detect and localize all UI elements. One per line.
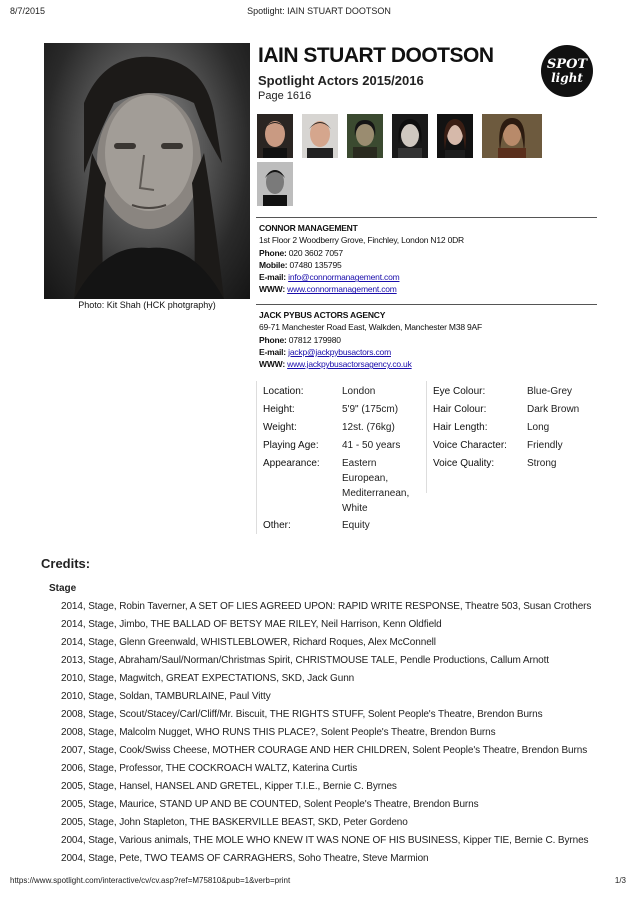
credit-item: 2014, Stage, Robin Taverner, A SET OF LIES AGREED UPON: RAPID WRITE RESPONSE, Theatre 503, Susan Crothers xyxy=(61,601,592,612)
email-label: E-mail: xyxy=(259,272,286,283)
thumbnail-photo[interactable] xyxy=(392,114,428,158)
stage-section-heading: Stage xyxy=(49,583,77,594)
agency-connor-management xyxy=(259,222,464,296)
credit-item: 2008, Stage, Malcolm Nugget, WHO RUNS THIS PLACE?, Solent People's Theatre, Brendon Burns xyxy=(61,727,496,738)
appearance-line: Eastern xyxy=(342,458,377,469)
credit-item: 2013, Stage, Abraham/Saul/Norman/Christmas Spirit, CHRISTMOUSE TALE, Pendle Productions, Callum Arnott xyxy=(61,655,549,666)
page-number: 1/3 xyxy=(614,876,626,885)
hair-length-label: Hair Length: xyxy=(433,422,488,433)
location-label: Location: xyxy=(263,386,304,397)
appearance-label: Appearance: xyxy=(263,458,320,469)
appearance-line: Mediterranean, xyxy=(342,488,410,499)
phone-label: Phone: xyxy=(259,247,287,258)
appearance-value xyxy=(342,456,428,516)
credit-item: 2010, Stage, Soldan, TAMBURLAINE, Paul Vitty xyxy=(61,691,271,702)
agency-website-link[interactable]: www.connormanagement.com xyxy=(287,284,397,295)
agency-address: 69-71 Manchester Road East, Walkden, Manchester M38 9AF xyxy=(259,322,483,333)
agency-email-link[interactable]: jackp@jackpybusactors.com xyxy=(288,346,391,357)
height-value: 5'9" (175cm) xyxy=(342,404,399,415)
credit-item: 2005, Stage, Hansel, HANSEL AND GRETEL, Kipper T.I.E., Bernie C. Byrnes xyxy=(61,781,397,792)
agency-email-link[interactable]: info@connormanagement.com xyxy=(288,272,400,283)
location-value: London xyxy=(342,386,376,397)
divider xyxy=(256,304,597,305)
credit-item: 2004, Stage, Pete, TWO TEAMS OF CARRAGHERS, Soho Theatre, Steve Marmion xyxy=(61,853,429,864)
voice-character-label: Voice Character: xyxy=(433,440,507,451)
hair-colour-label: Hair Colour: xyxy=(433,404,487,415)
credit-item: 2006, Stage, Professor, THE COCKROACH WALTZ, Katerina Curtis xyxy=(61,763,358,774)
eye-colour-value: Blue-Grey xyxy=(527,386,573,397)
agency-address: 1st Floor 2 Woodberry Grove, Finchley, London N12 0DR xyxy=(259,235,464,246)
other-label: Other: xyxy=(263,520,291,531)
print-date: 8/7/2015 xyxy=(10,6,46,16)
agency-name: JACK PYBUS ACTORS AGENCY xyxy=(259,310,386,320)
www-label: WWW: xyxy=(259,284,285,295)
voice-character-value: Friendly xyxy=(527,440,563,451)
agency-website-link[interactable]: www.jackpybusactorsagency.co.uk xyxy=(287,359,412,370)
photo-caption: Photo: Kit Shah (HCK photgraphy) xyxy=(78,300,216,310)
voice-quality-value: Strong xyxy=(527,458,557,469)
hair-length-value: Long xyxy=(527,422,550,433)
hair-colour-value: Dark Brown xyxy=(527,404,580,415)
thumbnail-photo[interactable] xyxy=(437,114,473,158)
thumbnail-photo[interactable] xyxy=(257,162,293,206)
mobile-label: Mobile: xyxy=(259,259,288,270)
playing-age-label: Playing Age: xyxy=(263,440,319,451)
spotlight-logo xyxy=(540,44,594,98)
playing-age-value: 41 - 50 years xyxy=(342,440,401,451)
agency-mobile: 07480 135795 xyxy=(289,259,342,270)
credit-item: 2005, Stage, Maurice, STAND UP AND BE COUNTED, Solent People's Theatre, Brendon Burns xyxy=(61,799,479,810)
phone-label: Phone: xyxy=(259,334,287,345)
agency-name: CONNOR MANAGEMENT xyxy=(259,223,358,233)
credit-item: 2004, Stage, Various animals, THE MOLE WHO KNEW IT WAS NONE OF HIS BUSINESS, Kipper TIE, Bernie C. Byrnes xyxy=(61,835,589,846)
print-url: https://www.spotlight.com/interactive/cv/cv.asp?ref=M75810&pub=1&verb=print xyxy=(10,876,291,885)
headshot-photo xyxy=(44,43,250,299)
credit-item: 2008, Stage, Scout/Stacey/Carl/Cliff/Mr. Biscuit, THE RIGHTS STUFF, Solent People's Theatre, Brendon Burns xyxy=(61,709,543,720)
svg-text:SPOT: SPOT xyxy=(546,57,588,72)
height-label: Height: xyxy=(263,404,295,415)
page-reference: Page 1616 xyxy=(258,90,312,102)
agency-jack-pybus xyxy=(259,309,482,370)
appearance-line: European, xyxy=(342,473,389,484)
weight-label: Weight: xyxy=(263,422,297,433)
weight-value: 12st. (76kg) xyxy=(342,422,395,433)
svg-text:light: light xyxy=(551,71,583,85)
email-label: E-mail: xyxy=(259,346,286,357)
credit-item: 2014, Stage, Jimbo, THE BALLAD OF BETSY MAE RILEY, Neil Harrison, Kenn Oldfield xyxy=(61,619,442,630)
credit-item: 2005, Stage, John Stapleton, THE BASKERVILLE BEAST, SKD, Peter Gordeno xyxy=(61,817,408,828)
appearance-line: White xyxy=(342,503,368,514)
other-value: Equity xyxy=(342,520,370,531)
credits-heading: Credits: xyxy=(41,556,91,571)
www-label: WWW: xyxy=(259,359,285,370)
eye-colour-label: Eye Colour: xyxy=(433,386,486,397)
voice-quality-label: Voice Quality: xyxy=(433,458,495,469)
credit-item: 2010, Stage, Magwitch, GREAT EXPECTATIONS, SKD, Jack Gunn xyxy=(61,673,355,684)
actor-name: IAIN STUART DOOTSON xyxy=(258,44,494,67)
divider xyxy=(256,381,257,534)
divider xyxy=(256,217,597,218)
print-title: Spotlight: IAIN STUART DOOTSON xyxy=(247,6,391,16)
thumbnail-photo[interactable] xyxy=(482,114,542,158)
thumbnail-photo[interactable] xyxy=(347,114,383,158)
publication-title: Spotlight Actors 2015/2016 xyxy=(258,73,424,88)
agency-phone: 020 3602 7057 xyxy=(288,247,343,258)
thumbnail-photo[interactable] xyxy=(257,114,293,158)
credit-item: 2014, Stage, Glenn Greenwald, WHISTLEBLOWER, Richard Roques, Alex McConnell xyxy=(61,637,436,648)
agency-phone: 07812 179980 xyxy=(288,334,341,345)
thumbnail-photo[interactable] xyxy=(302,114,338,158)
credit-item: 2007, Stage, Cook/Swiss Cheese, MOTHER COURAGE AND HER CHILDREN, Solent People's Theatre, Brendon Burns xyxy=(61,745,588,756)
